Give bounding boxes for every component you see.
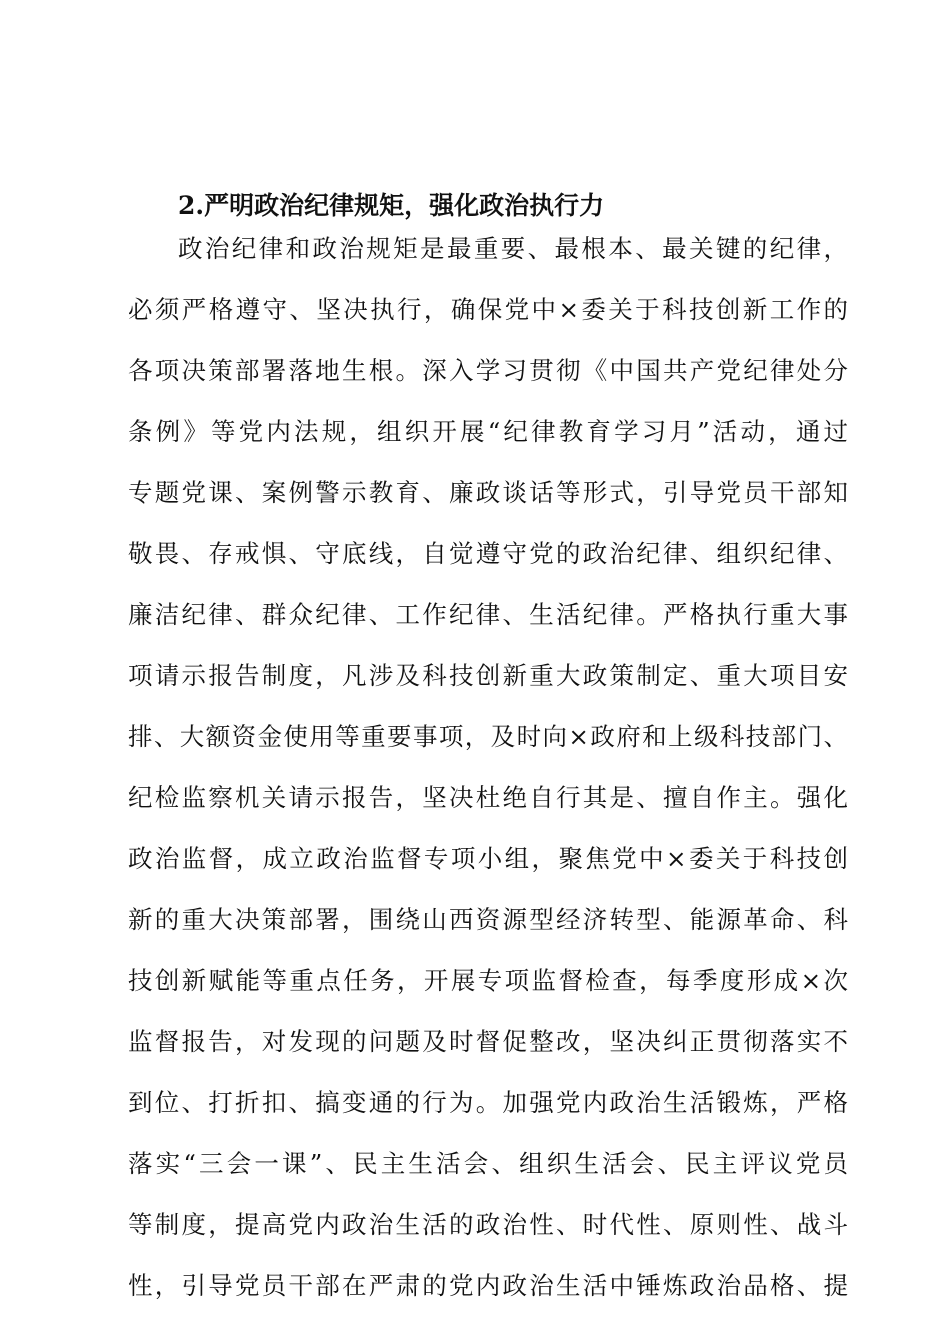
- text-line: 纪检监察机关请示报告，坚决杜绝自行其是、擅自作主。强化: [128, 783, 848, 812]
- text-line: 监督报告，对发现的问题及时督促整改，坚决纠正贯彻落实不: [128, 1027, 848, 1056]
- text-line: 政治纪律和政治规矩是最重要、最根本、最关键的纪律，: [178, 234, 848, 263]
- text-line: 落实“三会一课”、民主生活会、组织生活会、民主评议党员: [128, 1149, 848, 1178]
- text-line: 必须严格遵守、坚决执行，确保党中×委关于科技创新工作的: [128, 295, 848, 324]
- text-line: 技创新赋能等重点任务，开展专项监督检查，每季度形成×次: [128, 966, 848, 995]
- text-line: 新的重大决策部署，围绕山西资源型经济转型、能源革命、科: [128, 905, 848, 934]
- text-line: 等制度，提高党内政治生活的政治性、时代性、原则性、战斗: [128, 1210, 848, 1239]
- text-line: 性，引导党员干部在严肃的党内政治生活中锤炼政治品格、提: [128, 1271, 848, 1300]
- text-line: 排、大额资金使用等重要事项，及时向×政府和上级科技部门、: [128, 722, 848, 751]
- text-line: 到位、打折扣、搞变通的行为。加强党内政治生活锻炼，严格: [128, 1088, 848, 1117]
- text-line: 政治监督，成立政治监督专项小组，聚焦党中×委关于科技创: [128, 844, 848, 873]
- text-line: 敬畏、存戒惧、守底线，自觉遵守党的政治纪律、组织纪律、: [128, 539, 848, 568]
- text-line: 廉洁纪律、群众纪律、工作纪律、生活纪律。严格执行重大事: [128, 600, 848, 629]
- text-line: 专题党课、案例警示教育、廉政谈话等形式，引导党员干部知: [128, 478, 848, 507]
- text-line: 项请示报告制度，凡涉及科技创新重大政策制定、重大项目安: [128, 661, 848, 690]
- text-line: 各项决策部署落地生根。深入学习贯彻《中国共产党纪律处分: [128, 356, 848, 385]
- body-text: [128, 212, 848, 1310]
- text-line: 条例》等党内法规，组织开展“纪律教育学习月”活动，通过: [128, 417, 848, 446]
- section-heading: 2.严明政治纪律规矩，强化政治执行力: [178, 191, 605, 220]
